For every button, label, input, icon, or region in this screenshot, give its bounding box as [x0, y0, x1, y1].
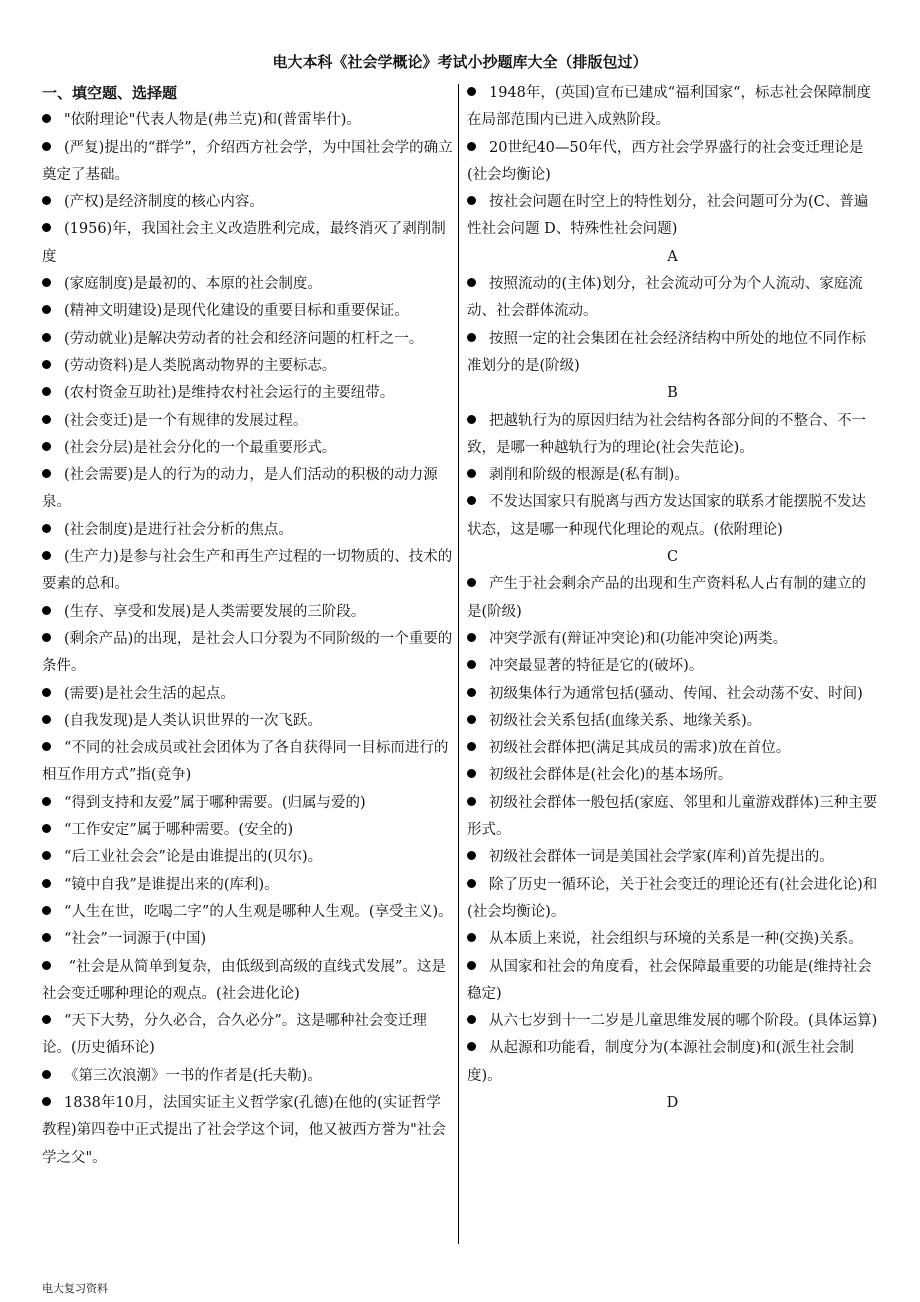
list-item: [467, 80, 878, 135]
letter-heading: A: [667, 248, 678, 265]
list-item: [467, 489, 878, 544]
bullet-icon: [42, 906, 51, 915]
item-text: 把越轨行为的原因归结为社会结构各部分间的不整合、不一致，是哪一种越轨行为的理论(社会失范论)。: [467, 412, 866, 456]
bullet-icon: [42, 114, 51, 123]
item-text: 按照流动的(主体)划分，社会流动可分为个人流动、家庭流动、社会群体流动。: [467, 276, 863, 320]
item-text: 从起源和功能看，制度分为(本源社会制度)和(派生社会制度)。: [467, 1040, 854, 1084]
bullet-icon: [467, 961, 476, 970]
item-text: (生存、享受和发展)是人类需要发展的三阶段。: [64, 603, 366, 620]
bullet-icon: [467, 415, 476, 424]
list-item: [42, 708, 453, 735]
list-item: [42, 817, 453, 844]
item-text: 初级社会群体是(社会化)的基本场所。: [489, 767, 733, 784]
list-item: [42, 271, 453, 298]
bullet-icon: [467, 688, 476, 697]
bullet-icon: [467, 469, 476, 478]
bullet-icon: [467, 578, 476, 587]
bullet-icon: [467, 142, 476, 151]
bullet-icon: [467, 715, 476, 724]
item-text: 初级集体行为通常包括(骚动、传闻、社会动荡不安、时间): [489, 685, 863, 702]
item-text: 初级社会群体一词是美国社会学家(库利)首先提出的。: [489, 849, 834, 866]
list-item: [42, 353, 453, 380]
bullet-icon: [42, 961, 51, 970]
bullet-icon: [467, 633, 476, 642]
item-text: 产生于社会剩余产品的出现和生产资料私人占有制的建立的是(阶级): [467, 576, 866, 620]
item-text: “镜中自我”是谁提出来的(库利)。: [64, 876, 279, 893]
bullet-icon: [42, 1097, 51, 1106]
item-text: 从国家和社会的角度看，社会保障最重要的功能是(维持社会稳定): [467, 958, 872, 1002]
item-text: “天下大势，分久必合，合久必分”。这是哪种社会变迁理论。(历史循环论): [42, 1013, 427, 1057]
column-divider: [458, 84, 459, 1244]
letter-heading: B: [667, 385, 678, 402]
list-item: [467, 708, 878, 735]
list-item: [42, 380, 453, 407]
item-text: 除了历史一循环论，关于社会变迁的理论还有(社会进化论)和(社会均衡论)。: [467, 876, 878, 920]
list-item: [42, 954, 453, 1009]
list-item: [467, 681, 878, 708]
list-item: [467, 326, 878, 381]
item-text: (家庭制度)是最初的、本原的社会制度。: [64, 276, 322, 293]
bullet-icon: [42, 196, 51, 205]
bullet-icon: [42, 142, 51, 151]
bullet-icon: [42, 742, 51, 751]
item-text: (生产力)是参与社会生产和再生产过程的一切物质的、技术的要素的总和。: [42, 549, 453, 593]
bullet-icon: [467, 333, 476, 342]
bullet-icon: [42, 278, 51, 287]
bullet-icon: [467, 769, 476, 778]
item-text: (自我发现)是人类认识世界的一次飞跃。: [64, 712, 322, 729]
bullet-icon: [42, 1015, 51, 1024]
item-text: (产权)是经济制度的核心内容。: [64, 194, 264, 211]
bullet-icon: [467, 933, 476, 942]
bullet-icon: [42, 606, 51, 615]
item-text: "依附理论"代表人物是(弗兰克)和(普雷毕什)。: [64, 112, 361, 129]
bullet-icon: [467, 879, 476, 888]
list-item: [42, 462, 453, 517]
bullet-icon: [42, 633, 51, 642]
list-item: [467, 626, 878, 653]
list-item: [467, 762, 878, 789]
bullet-icon: [42, 688, 51, 697]
item-text: (劳动就业)是解决劳动者的社会和经济问题的杠杆之一。: [64, 330, 424, 347]
list-item: [42, 872, 453, 899]
list-item: [467, 790, 878, 845]
list-item: [42, 899, 453, 926]
list-item: [42, 735, 453, 790]
bullet-icon: [42, 551, 51, 560]
bullet-icon: [42, 524, 51, 533]
bullet-icon: [42, 387, 51, 396]
list-item: [42, 107, 453, 134]
item-text: 1948年，(英国)宣布已建成“福利国家“，标志社会保障制度在局部范围内已进入成熟阶段。: [467, 85, 872, 129]
right-column: [467, 80, 878, 1117]
item-text: (剩余产品)的出现，是社会人口分裂为不同阶级的一个重要的条件。: [42, 630, 453, 675]
bullet-icon: [467, 797, 476, 806]
bullet-icon: [467, 196, 476, 205]
item-text: “社会是从简单到复杂，由低级到高级的直线式发展”。这是社会变迁哪种理论的观点。(社会进化论): [42, 958, 446, 1002]
item-text: (社会制度)是进行社会分析的焦点。: [64, 521, 293, 538]
item-text: “后工业社会会”论是由谁提出的(贝尔)。: [64, 849, 323, 866]
bullet-icon: [42, 333, 51, 342]
bullet-icon: [467, 496, 476, 505]
list-item: [467, 926, 878, 953]
list-item: [467, 271, 878, 326]
list-item: [42, 326, 453, 353]
list-item: [467, 571, 878, 626]
list-item: [42, 135, 453, 190]
item-text: 初级社会群体一般包括(家庭、邻里和儿童游戏群体)三种主要形式。: [467, 794, 878, 839]
right-question-list: [467, 80, 878, 1117]
bullet-icon: [42, 469, 51, 478]
list-item: [467, 189, 878, 244]
page-title: 电大本科《社会学概论》考试小抄题库大全（排版包过）: [272, 53, 648, 71]
item-text: (需要)是社会生活的起点。: [64, 685, 235, 702]
item-text: “工作安定”属于哪种需要。(安全的): [64, 822, 294, 839]
item-text: 从六七岁到十一二岁是儿童思维发展的哪个阶段。(具体运算): [489, 1013, 878, 1030]
item-text: (农村资金互助社)是维持农村社会运行的主要纽带。: [64, 385, 395, 402]
list-item: [42, 1063, 453, 1090]
item-text: 不发达国家只有脱离与西方发达国家的联系才能摆脱不发达状态，这是哪一种现代化理论的观点。(依附理论): [467, 494, 866, 538]
item-text: 冲突学派有(辩证冲突论)和(功能冲突论)两类。: [489, 630, 788, 647]
bullet-icon: [467, 742, 476, 751]
bullet-icon: [467, 1015, 476, 1024]
list-item: [467, 872, 878, 927]
list-item: [42, 599, 453, 626]
item-text: 《第三次浪潮》一书的作者是(托夫勒)。: [64, 1067, 322, 1084]
item-text: (1956)年，我国社会主义改造胜利完成，最终消灭了剥削制度: [42, 221, 446, 265]
list-item: [42, 626, 453, 681]
list-item: [467, 1035, 878, 1090]
list-item: [42, 544, 453, 599]
left-column: [42, 80, 453, 1172]
bullet-icon: [42, 933, 51, 942]
bullet-icon: [42, 797, 51, 806]
list-item: [467, 135, 878, 190]
list-item: [42, 1090, 453, 1172]
list-item: [42, 298, 453, 325]
list-item: [42, 408, 453, 435]
page-footer: 电大复习资料: [42, 1282, 108, 1295]
list-item: [42, 1008, 453, 1063]
bullet-icon: [467, 1042, 476, 1051]
list-item: [42, 681, 453, 708]
bullet-icon: [467, 87, 476, 96]
item-text: 冲突最显著的特征是它的(破坏)。: [489, 658, 704, 675]
list-item: [467, 462, 878, 489]
bullet-icon: [42, 442, 51, 451]
item-text: “人生在世，吃喝二字”的人生观是哪种人生观。(享受主义)。: [64, 903, 453, 920]
list-item: [467, 653, 878, 680]
item-text: 20世纪40—50年代，西方社会学界盛行的社会变迁理论是(社会均衡论): [467, 139, 864, 183]
letter-heading: D: [666, 1094, 679, 1111]
letter-heading: C: [666, 549, 679, 566]
list-item: [467, 735, 878, 762]
list-item: [42, 517, 453, 544]
left-question-list: [42, 107, 453, 1172]
item-text: 1838年10月，法国实证主义哲学家(孔德)在他的(实证哲学教程)第四卷中正式提出了社会学这个词，他又被西方誉为"社会学之父"。: [42, 1094, 446, 1166]
item-text: 剥削和阶级的根源是(私有制)。: [489, 467, 689, 484]
bullet-icon: [42, 415, 51, 424]
list-item: [42, 189, 453, 216]
bullet-icon: [42, 305, 51, 314]
item-text: 按社会问题在时空上的特性划分，社会问题可分为(C、普遍性社会问题 D、特殊性社会问题): [467, 194, 869, 238]
item-text: (社会需要)是人的行为的动力，是人们活动的积极的动力源泉。: [42, 467, 438, 511]
list-item: [467, 408, 878, 463]
item-text: “得到支持和友爱”属于哪种需要。(归属与爱的): [64, 794, 366, 811]
item-text: “不同的社会成员或社会团体为了各自获得同一目标而进行的相互作用方式”指(竞争): [42, 740, 449, 784]
item-text: 初级社会群体把(满足其成员的需求)放在首位。: [489, 740, 791, 757]
item-text: 初级社会关系包括(血缘关系、地缘关系)。: [489, 712, 762, 729]
list-item: [42, 926, 453, 953]
list-item: [42, 844, 453, 871]
bullet-icon: [42, 824, 51, 833]
item-text: “社会”一词源于(中国): [64, 931, 207, 948]
bullet-icon: [42, 223, 51, 232]
item-text: (劳动资料)是人类脱离动物界的主要标志。: [64, 357, 337, 374]
list-item: [467, 1008, 878, 1035]
item-text: 按照一定的社会集团在社会经济结构中所处的地位不同作标准划分的是(阶级): [467, 330, 866, 374]
item-text: (社会分层)是社会分化的一个最重要形式。: [64, 439, 337, 456]
bullet-icon: [467, 851, 476, 860]
bullet-icon: [42, 1070, 51, 1079]
list-item: [467, 954, 878, 1009]
bullet-icon: [467, 660, 476, 669]
section-heading: 一、填空题、选择题: [42, 84, 178, 102]
bullet-icon: [42, 851, 51, 860]
bullet-icon: [42, 715, 51, 724]
item-text: 从本质上来说，社会组织与环境的关系是一种(交换)关系。: [489, 931, 863, 948]
bullet-icon: [42, 360, 51, 369]
bullet-icon: [42, 879, 51, 888]
item-text: (社会变迁)是一个有规律的发展过程。: [64, 412, 308, 429]
bullet-icon: [467, 278, 476, 287]
list-item: [42, 790, 453, 817]
list-item: [42, 216, 453, 271]
list-item: [467, 844, 878, 871]
item-text: (严复)提出的“群学”，介绍西方社会学，为中国社会学的确立奠定了基础。: [42, 139, 453, 183]
item-text: (精神文明建设)是现代化建设的重要目标和重要保证。: [64, 303, 409, 320]
list-item: [42, 435, 453, 462]
